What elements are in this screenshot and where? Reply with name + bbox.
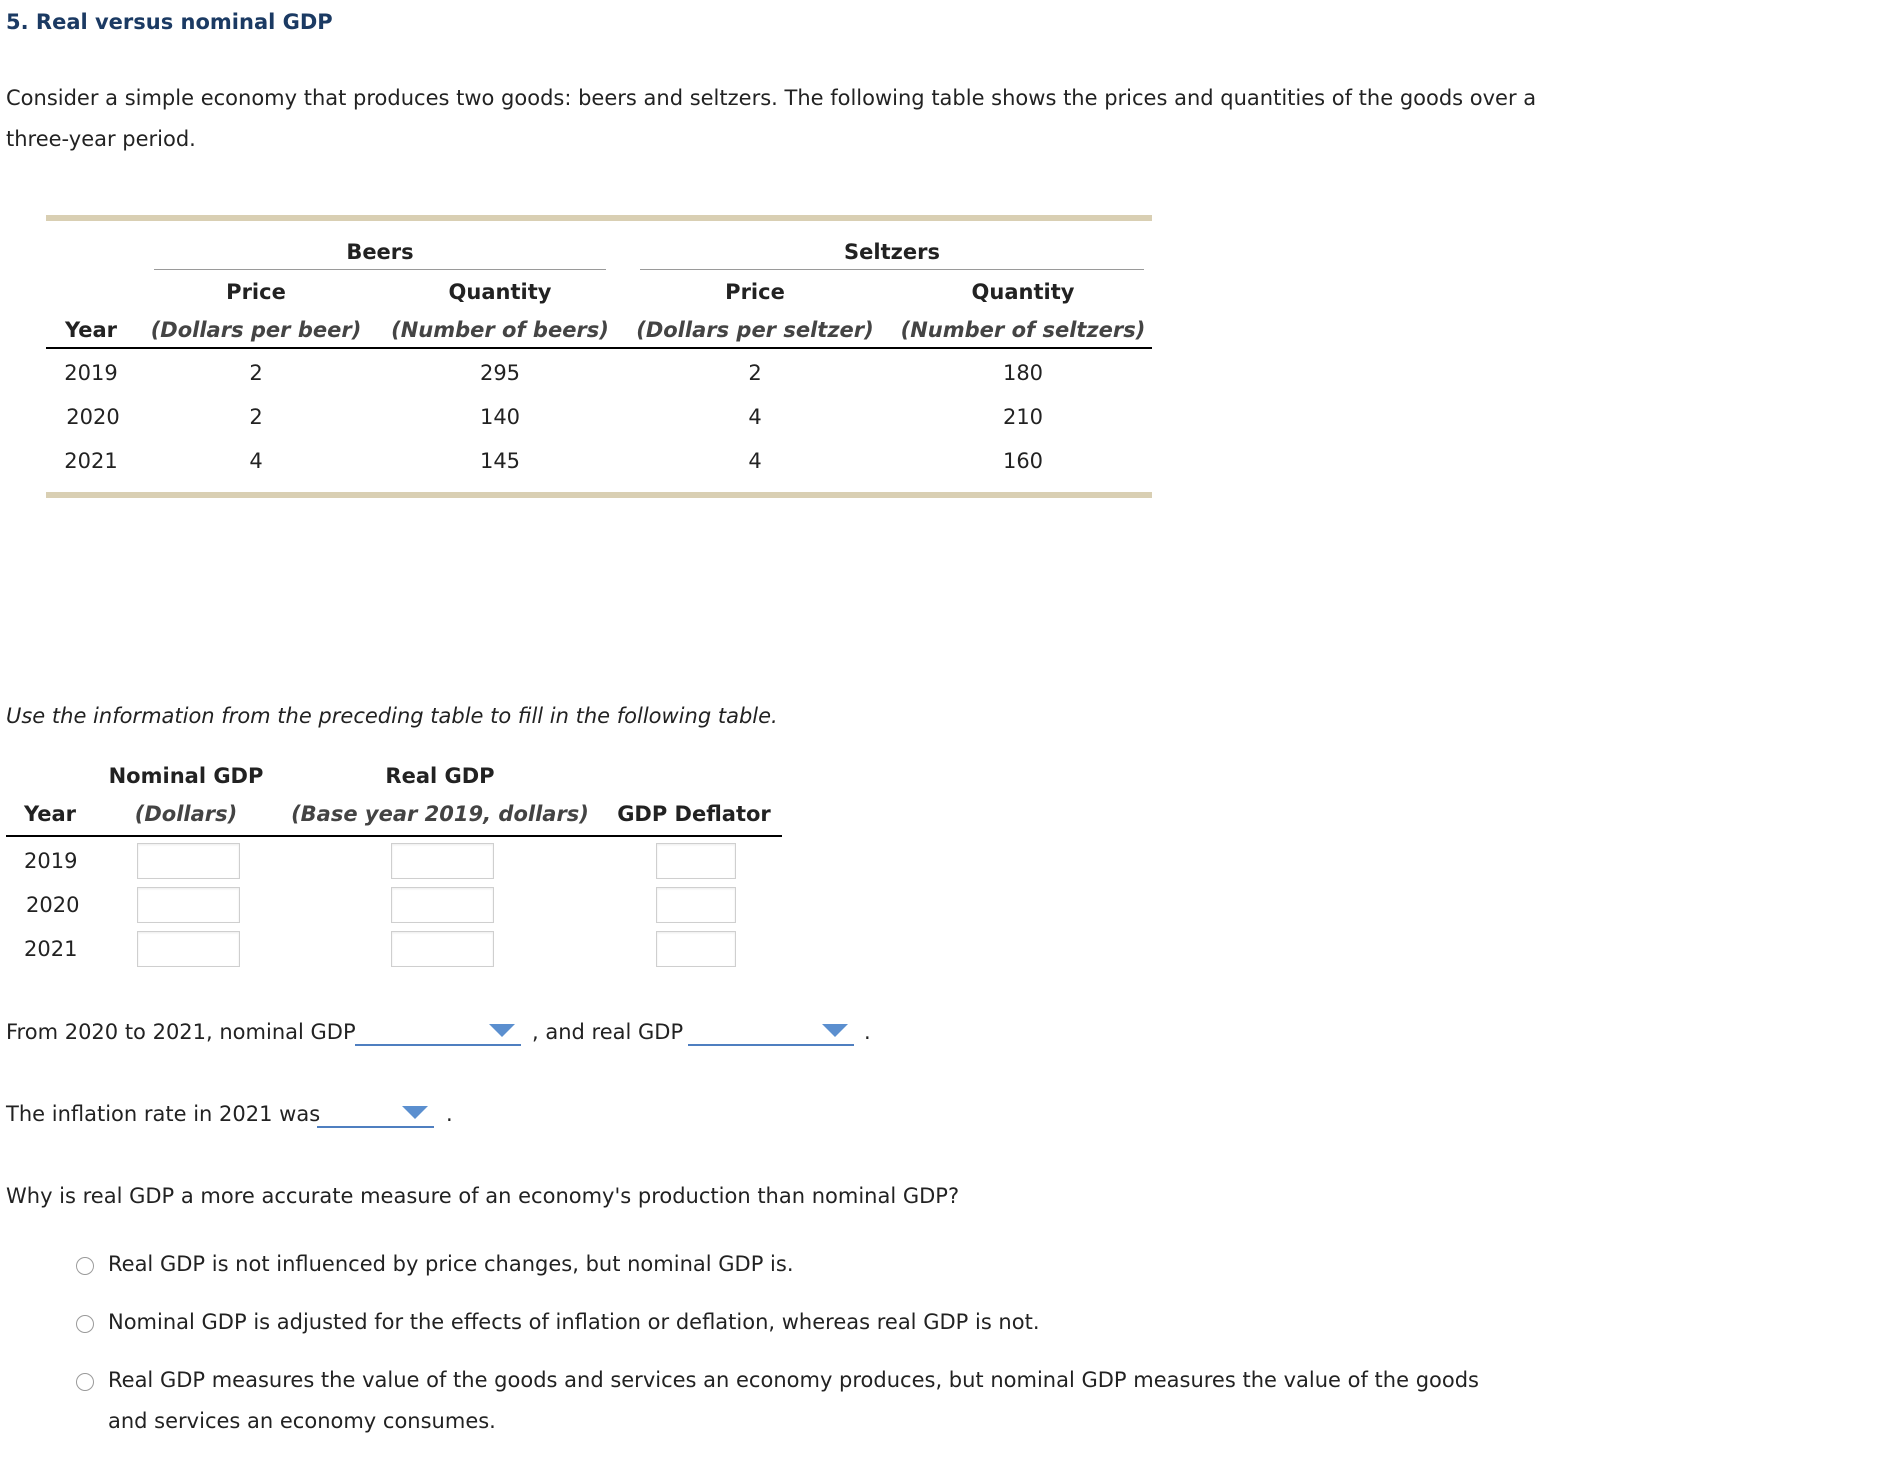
table1-seltzer-price: 2 — [748, 361, 762, 385]
option-radio-1[interactable] — [76, 1257, 94, 1275]
nominal-gdp-input-2020[interactable] — [137, 887, 240, 923]
option-label-1[interactable]: Real GDP is not influenced by price changes, but nominal GDP is. — [108, 1252, 794, 1276]
group-rule-seltzers — [640, 269, 1144, 270]
table2-year-2019: 2019 — [24, 849, 78, 873]
table2-year-2021: 2021 — [24, 937, 78, 961]
table1-seltzer-quantity: 210 — [1002, 405, 1044, 429]
col-unit-seltzer-price: (Dollars per seltzer) — [636, 318, 874, 342]
gdp-deflator-input-2019[interactable] — [656, 843, 736, 879]
col-header-gdp-deflator: GDP Deflator — [617, 802, 771, 826]
sentence1-prefix: From 2020 to 2021, nominal GDP — [6, 1020, 356, 1044]
sentence2-prefix: The inflation rate in 2021 was — [6, 1102, 321, 1126]
real-gdp-input-2019[interactable] — [391, 843, 494, 879]
table-header-line — [46, 347, 1152, 349]
table1-seltzer-quantity: 160 — [1002, 449, 1044, 473]
table1-seltzer-price: 4 — [748, 449, 762, 473]
col-unit-real-gdp: (Base year 2019, dollars) — [291, 802, 589, 826]
real-gdp-input-2021[interactable] — [391, 931, 494, 967]
table2-year-2020: 2020 — [26, 893, 80, 917]
table-bottom-bar — [46, 492, 1152, 498]
gdp-deflator-input-2021[interactable] — [656, 931, 736, 967]
table1-seltzer-quantity: 180 — [1002, 361, 1044, 385]
col-unit-nominal-gdp: (Dollars) — [134, 802, 238, 826]
col-header-year: Year — [64, 318, 118, 342]
option-label-3[interactable]: Real GDP measures the value of the goods and services an economy produces, but nominal GDP measures the value of the goods and services an economy consumes. — [108, 1368, 1479, 1433]
table1-beer-quantity: 140 — [479, 405, 521, 429]
question-title: 5. Real versus nominal GDP — [6, 10, 333, 34]
group-header-beers: Beers — [346, 240, 414, 264]
option-radio-3[interactable] — [76, 1373, 94, 1391]
dropdown-caret-icon — [402, 1106, 428, 1119]
table1-year-2019: 2019 — [64, 361, 118, 385]
gdp-deflator-input-2020[interactable] — [656, 887, 736, 923]
question-intro: Consider a simple economy that produces two goods: beers and seltzers. The following table shows the prices and quantities of the goods over a three-year period. — [6, 86, 1537, 151]
group-header-seltzers: Seltzers — [844, 240, 940, 264]
col-header-real-gdp: Real GDP — [385, 764, 495, 788]
real-gdp-change-dropdown[interactable] — [688, 1014, 854, 1046]
nominal-gdp-change-dropdown[interactable] — [355, 1014, 521, 1046]
nominal-gdp-input-2019[interactable] — [137, 843, 240, 879]
group-rule-beers — [154, 269, 606, 270]
nominal-gdp-input-2021[interactable] — [137, 931, 240, 967]
table1-beer-quantity: 295 — [479, 361, 521, 385]
sentence2-suffix: . — [446, 1102, 453, 1126]
instruction-text: Use the information from the preceding table to fill in the following table. — [6, 704, 778, 728]
table-top-bar — [46, 215, 1152, 221]
option-label-2[interactable]: Nominal GDP is adjusted for the effects of inflation or deflation, whereas real GDP is not. — [108, 1310, 1040, 1334]
table1-beer-price: 2 — [249, 361, 263, 385]
table1-year-2020: 2020 — [66, 405, 120, 429]
option-radio-2[interactable] — [76, 1315, 94, 1333]
col-unit-beer-price: (Dollars per beer) — [150, 318, 362, 342]
col-header-beer-quantity: Quantity — [448, 280, 552, 304]
col-header-year: Year — [23, 802, 77, 826]
col-unit-beer-quantity: (Number of beers) — [391, 318, 609, 342]
sentence1-suffix: . — [864, 1020, 871, 1044]
table1-seltzer-price: 4 — [748, 405, 762, 429]
sentence1-middle: , and real GDP — [532, 1020, 684, 1044]
table1-beer-price: 2 — [249, 405, 263, 429]
table1-year-2021: 2021 — [64, 449, 118, 473]
inflation-rate-dropdown[interactable] — [317, 1096, 434, 1128]
table1-beer-price: 4 — [249, 449, 263, 473]
mcq-prompt: Why is real GDP a more accurate measure of an economy's production than nominal GDP? — [6, 1184, 960, 1208]
col-header-seltzer-price: Price — [725, 280, 785, 304]
dropdown-caret-icon — [822, 1024, 848, 1037]
col-header-nominal-gdp: Nominal GDP — [108, 764, 264, 788]
col-unit-seltzer-quantity: (Number of seltzers) — [900, 318, 1146, 342]
table2-header-line — [6, 835, 782, 837]
real-gdp-input-2020[interactable] — [391, 887, 494, 923]
col-header-seltzer-quantity: Quantity — [971, 280, 1075, 304]
table1-beer-quantity: 145 — [479, 449, 521, 473]
col-header-beer-price: Price — [226, 280, 286, 304]
dropdown-caret-icon — [489, 1024, 515, 1037]
